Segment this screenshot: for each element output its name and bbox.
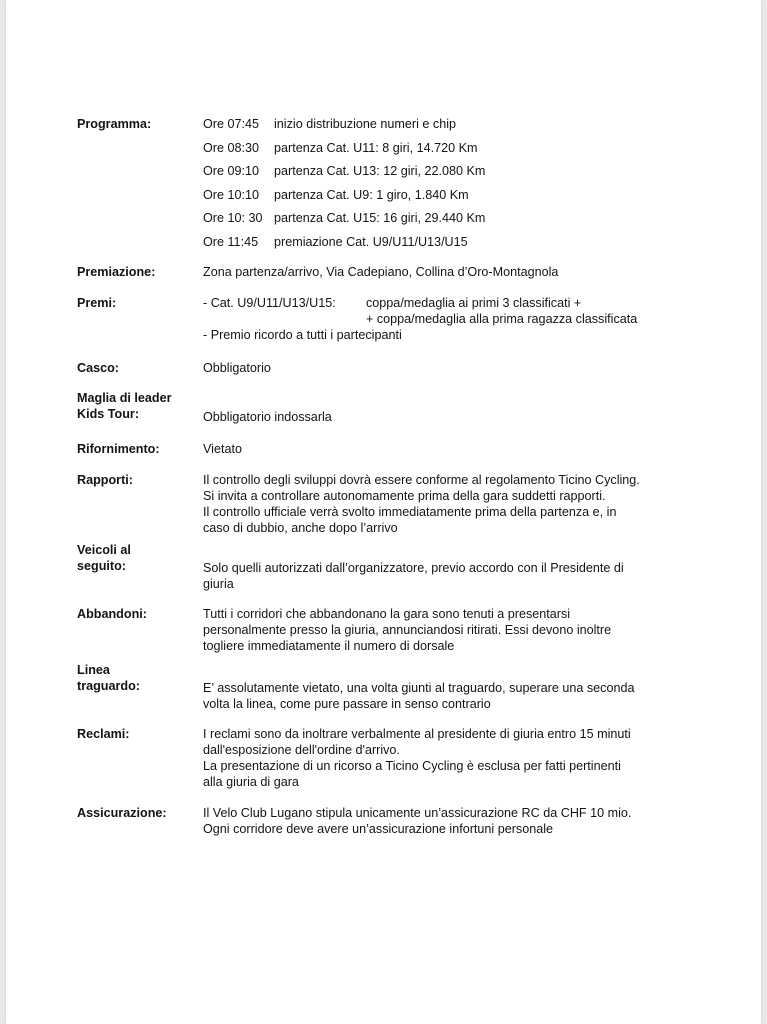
- section-content: Zona partenza/arrivo, Via Cadepiano, Collina d’Oro-Montagnola: [203, 265, 559, 279]
- text-line: I reclami sono da inoltrare verbalmente al presidente di giuria entro 15 minuti: [203, 727, 631, 741]
- schedule-item: [203, 116, 763, 140]
- schedule-time: Ore 10: 30: [203, 211, 263, 226]
- text-line: Ogni corridore deve avere un’assicurazione infortuni personale: [203, 822, 554, 836]
- section-label: [77, 542, 197, 574]
- text-line: personalmente presso la giuria, annunciandosi ritirati. Essi devono inoltre: [203, 623, 612, 637]
- section-content: [203, 116, 763, 258]
- schedule-text: inizio distribuzione numeri e chip: [274, 117, 457, 131]
- document-page: [6, 0, 761, 1024]
- label-line: seguito:: [77, 559, 126, 573]
- section-content: [203, 560, 763, 592]
- section-content: [203, 726, 763, 790]
- label-line: Maglia di leader: [77, 391, 172, 405]
- text-line: caso di dubbio, anche dopo l’arrivo: [203, 521, 398, 535]
- section-label: Rapporti:: [77, 473, 133, 487]
- section-content: [203, 805, 763, 837]
- section-content: Obbligatorio: [203, 361, 271, 375]
- section-content: Vietato: [203, 442, 242, 456]
- schedule-item: [203, 234, 763, 258]
- section-label: [77, 390, 207, 422]
- schedule-text: premiazione Cat. U9/U11/U13/U15: [274, 234, 468, 249]
- schedule-time: Ore 09:10: [203, 164, 260, 179]
- prize-line: [203, 295, 763, 311]
- label-line: Kids Tour:: [77, 407, 140, 421]
- text-line: alla giuria di gara: [203, 775, 299, 789]
- schedule-text: partenza Cat. U13: 12 giri, 22.080 Km: [274, 164, 486, 179]
- section-label: Rifornimento:: [77, 442, 160, 456]
- text-line: Il controllo degli sviluppi dovrà essere conforme al regolamento Ticino Cycling.: [203, 473, 640, 487]
- text-line: togliere immediatamente il numero di dorsale: [203, 639, 455, 653]
- section-content: [203, 472, 763, 536]
- text-line: volta la linea, come pure passare in senso contrario: [203, 697, 491, 711]
- text-line: Si invita a controllare autonomamente prima della gara suddetti rapporti.: [203, 489, 606, 503]
- schedule-text: partenza Cat. U9: 1 giro, 1.840 Km: [274, 187, 469, 202]
- text-line: Tutti i corridori che abbandonano la gara sono tenuti a presentarsi: [203, 607, 571, 621]
- schedule-item: [203, 163, 763, 187]
- section-content: Obbligatorio indossarla: [203, 410, 332, 424]
- section-label: Abbandoni:: [77, 607, 147, 621]
- schedule-text: partenza Cat. U11: 8 giri, 14.720 Km: [274, 140, 478, 155]
- text-line: E’ assolutamente vietato, una volta giunti al traguardo, superare una seconda: [203, 681, 635, 695]
- section-content: [203, 295, 763, 343]
- text-line: giuria: [203, 577, 234, 591]
- prize-category: - Cat. U9/U11/U13/U15:: [203, 296, 336, 310]
- section-label: Reclami:: [77, 727, 130, 741]
- section-label: Casco:: [77, 361, 119, 375]
- section-content: [203, 606, 763, 654]
- section-label: Assicurazione:: [77, 806, 167, 820]
- label-line: Veicoli al: [77, 543, 131, 557]
- schedule-item: [203, 210, 763, 234]
- label-line: traguardo:: [77, 679, 140, 693]
- section-label: Premiazione:: [77, 265, 156, 279]
- schedule-item: [203, 187, 763, 211]
- schedule-time: Ore 10:10: [203, 187, 260, 202]
- prize-line: - Premio ricordo a tutti i partecipanti: [203, 328, 402, 342]
- prize-line: + coppa/medaglia alla prima ragazza classificata: [366, 312, 638, 326]
- prize-text: coppa/medaglia ai primi 3 classificati +: [366, 296, 582, 310]
- schedule-time: Ore 08:30: [203, 140, 260, 155]
- schedule-text: partenza Cat. U15: 16 giri, 29.440 Km: [274, 211, 486, 226]
- schedule-item: [203, 140, 763, 164]
- text-line: Solo quelli autorizzati dall’organizzatore, previo accordo con il Presidente di: [203, 561, 624, 575]
- schedule-time: Ore 07:45: [203, 117, 260, 131]
- section-label: Programma:: [77, 117, 152, 131]
- section-content: [203, 680, 763, 712]
- text-line: dall'esposizione dell'ordine d'arrivo.: [203, 743, 400, 757]
- text-line: La presentazione di un ricorso a Ticino Cycling è esclusa per fatti pertinenti: [203, 759, 621, 773]
- text-line: Il controllo ufficiale verrà svolto immediatamente prima della partenza e, in: [203, 505, 617, 519]
- section-label: [77, 662, 197, 694]
- section-label: Premi:: [77, 296, 117, 310]
- schedule-time: Ore 11:45: [203, 234, 259, 249]
- text-line: Il Velo Club Lugano stipula unicamente un’assicurazione RC da CHF 10 mio.: [203, 806, 632, 820]
- label-line: Linea: [77, 663, 110, 677]
